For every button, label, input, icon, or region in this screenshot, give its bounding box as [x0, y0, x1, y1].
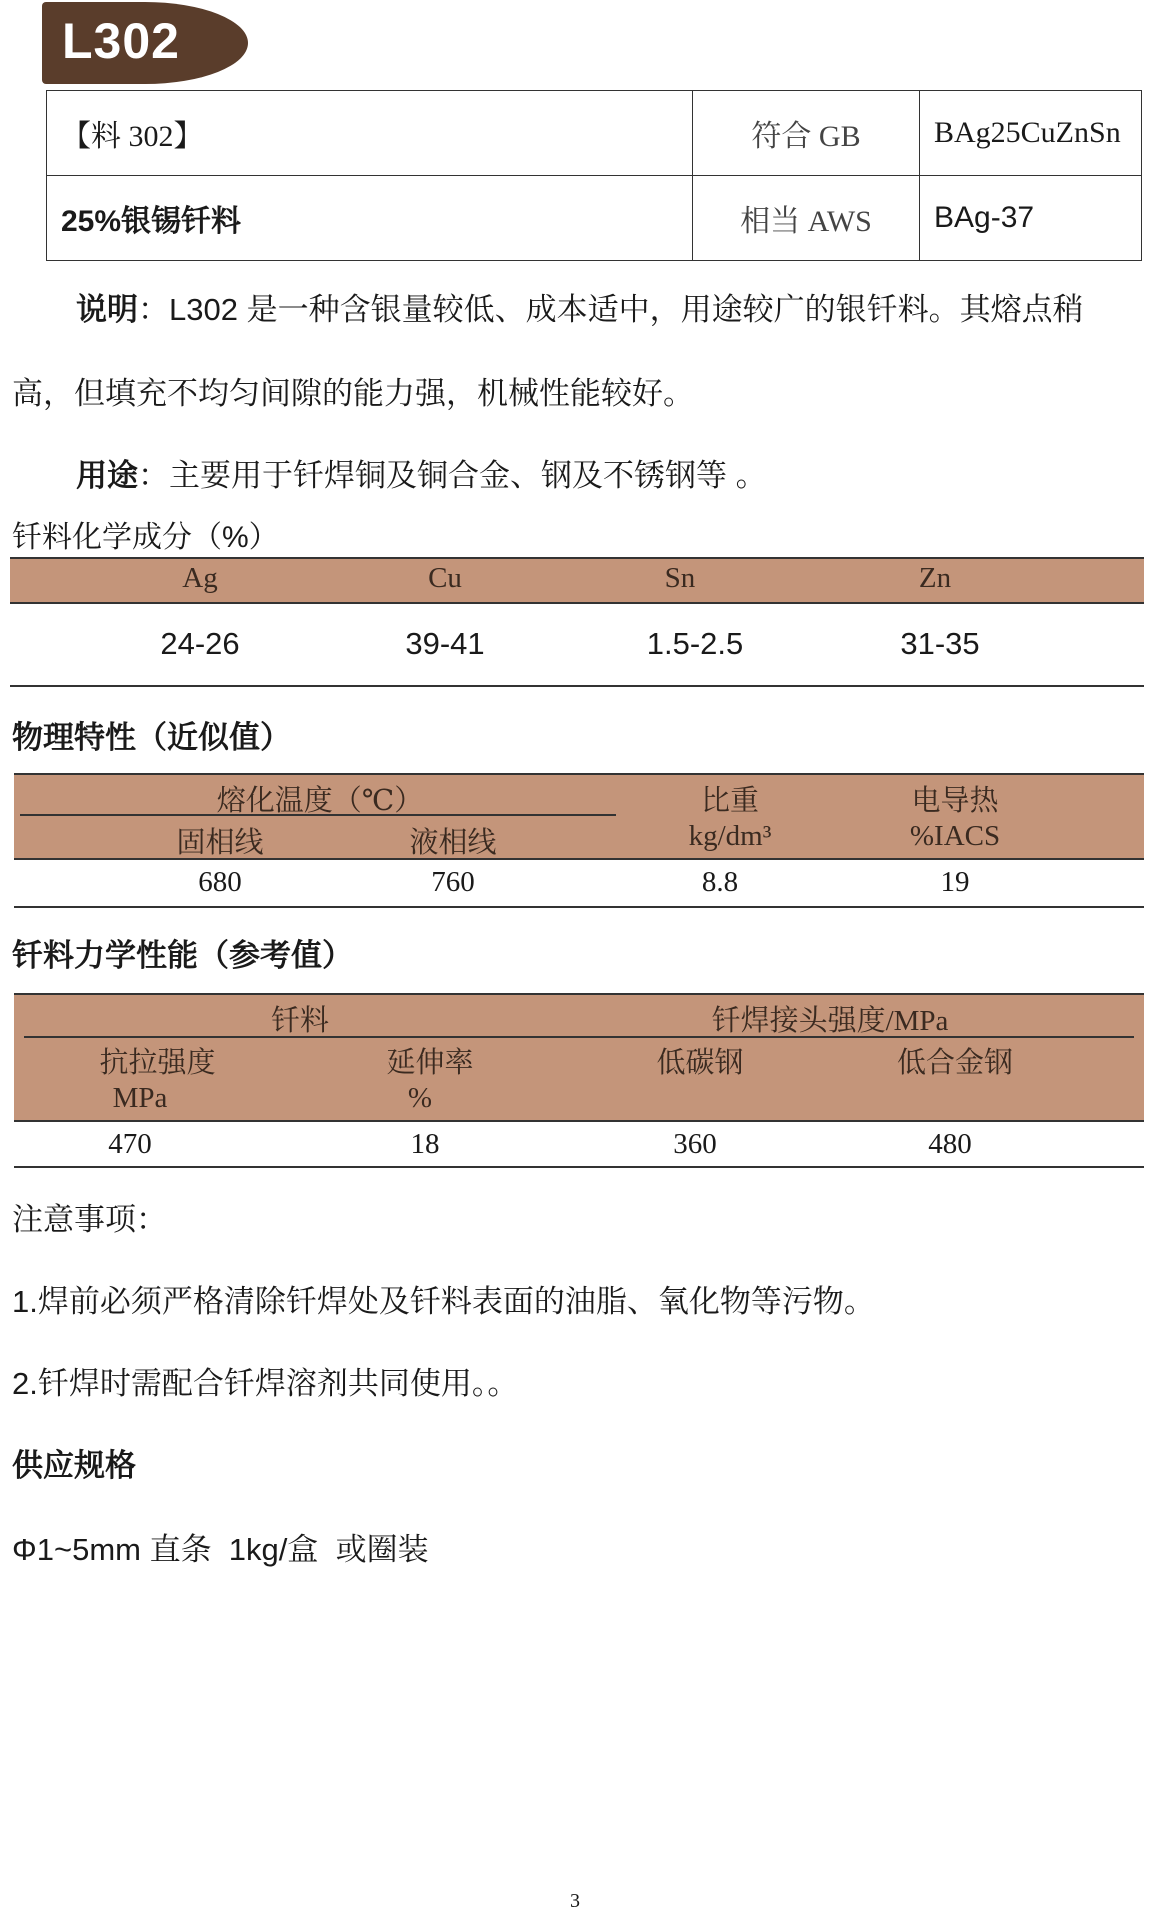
liquidus-value: 760 — [431, 866, 475, 898]
filler-header: 钎料 — [270, 1005, 329, 1037]
composition-header-cu: Cu — [428, 562, 462, 594]
notes-heading: 注意事项： — [12, 1202, 167, 1237]
info-row — [47, 176, 1142, 261]
filler-code: 【料 302】 — [47, 91, 693, 176]
composition-header-ag: Ag — [182, 562, 218, 594]
density-unit: kg/dm³ — [688, 820, 772, 852]
physical-bottom-rule — [14, 906, 1144, 908]
note-item-2: 2.钎焊时需配合钎焊溶剂共同使用。。 — [12, 1366, 519, 1401]
composition-heading: 钎料化学成分（%） — [12, 521, 279, 554]
physical-top-rule — [14, 773, 1144, 775]
density-header: 比重 — [700, 785, 759, 817]
page-title: L302 — [62, 13, 180, 69]
description-line-2: 高，但填充不均匀间隙的能力强，机械性能较好。 — [12, 376, 694, 411]
filler-name: 25%银锡钎料 — [47, 176, 693, 261]
description-label: 说明 — [76, 292, 138, 327]
elongation-header: 延伸率 — [386, 1047, 474, 1079]
usage-text: ：主要用于钎焊铜及铜合金、钢及不锈钢等 。 — [138, 458, 767, 493]
gb-value: BAg25CuZnSn — [920, 91, 1142, 176]
density-value: 8.8 — [701, 866, 739, 898]
liquidus-header: 液相线 — [409, 827, 497, 859]
elongation-unit: % — [407, 1082, 433, 1114]
composition-top-rule — [10, 557, 1144, 559]
description-line-1 — [76, 284, 1084, 329]
description-text-1: ：L302 是一种含银量较低、成本适中，用途较广的银钎料。其熔点稍 — [138, 292, 1084, 327]
low-carbon-steel-value: 360 — [673, 1128, 717, 1160]
composition-header-zn: Zn — [918, 562, 952, 594]
composition-value-cu: 39-41 — [405, 626, 485, 661]
gb-label: 符合 GB — [693, 91, 920, 176]
composition-bottom-rule — [10, 685, 1144, 687]
mechanical-bottom-rule — [14, 1166, 1144, 1168]
mechanical-top-rule — [14, 993, 1144, 995]
usage-label: 用途 — [76, 458, 138, 493]
tensile-header: 抗拉强度 — [99, 1047, 216, 1079]
note-item-1: 1.焊前必须严格清除钎焊处及钎料表面的油脂、氧化物等污物。 — [12, 1284, 875, 1319]
conductivity-value: 19 — [940, 866, 970, 898]
aws-value: BAg-37 — [920, 176, 1142, 261]
physical-heading: 物理特性（近似值） — [12, 720, 291, 755]
composition-header-sn: Sn — [664, 562, 696, 594]
low-carbon-steel-header: 低碳钢 — [656, 1047, 744, 1079]
info-table — [46, 90, 1142, 261]
solidus-header: 固相线 — [176, 827, 264, 859]
info-row — [47, 91, 1142, 176]
mechanical-header-rule — [14, 1120, 1144, 1122]
tensile-unit: MPa — [112, 1082, 168, 1114]
mechanical-heading: 钎料力学性能（参考值） — [12, 938, 353, 973]
composition-value-ag: 24-26 — [160, 626, 240, 661]
title-badge — [42, 2, 248, 84]
conductivity-unit: %IACS — [909, 820, 1001, 852]
composition-value-zn: 31-35 — [900, 626, 980, 661]
low-alloy-steel-header: 低合金钢 — [896, 1047, 1013, 1079]
low-alloy-steel-value: 480 — [928, 1128, 972, 1160]
usage-line — [76, 450, 767, 495]
elongation-value: 18 — [410, 1128, 440, 1160]
aws-label: 相当 AWS — [693, 176, 920, 261]
composition-header-rule — [10, 602, 1144, 604]
composition-value-sn: 1.5-2.5 — [646, 626, 744, 661]
tensile-value: 470 — [108, 1128, 152, 1160]
joint-strength-header: 钎焊接头强度/MPa — [711, 1005, 949, 1037]
conductivity-header: 电导热 — [911, 785, 999, 817]
supply-spec: Φ1~5mm 直条 1kg/盒 或圈装 — [12, 1532, 429, 1567]
melting-header: 熔化温度（℃） — [216, 785, 424, 817]
supply-heading: 供应规格 — [12, 1448, 136, 1483]
solidus-value: 680 — [198, 866, 242, 898]
page-number: 3 — [570, 1890, 580, 1912]
